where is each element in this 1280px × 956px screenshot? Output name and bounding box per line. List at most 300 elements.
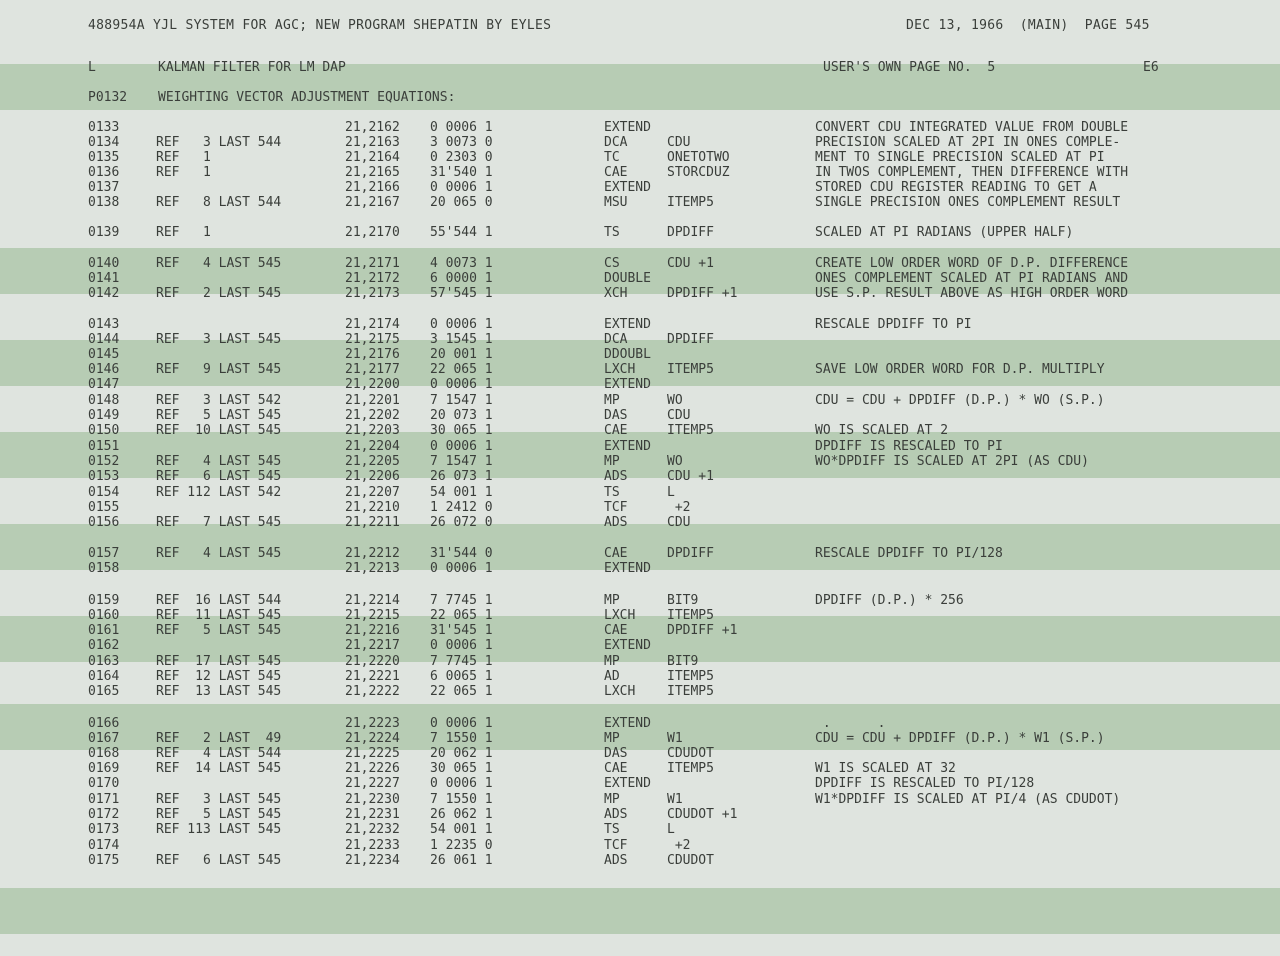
opcode: MP [604, 393, 620, 408]
comment: CDU = CDU + DPDIFF (D.P.) * W1 (S.P.) [815, 731, 1105, 746]
reference: REF 113 LAST 545 [156, 822, 282, 837]
address: 21,2172 [345, 271, 400, 286]
octal-word: 57'545 1 [430, 286, 493, 301]
listing-row [0, 807, 1280, 822]
section-number: P0132 [88, 90, 128, 105]
listing-row [0, 393, 1280, 408]
line-number: 0166 [88, 716, 120, 731]
operand: DPDIFF [667, 332, 714, 347]
line-number: 0134 [88, 135, 120, 150]
operand: WO [667, 393, 683, 408]
reference: REF 3 LAST 545 [156, 792, 282, 807]
line-number: 0165 [88, 684, 120, 699]
listing-row [0, 347, 1280, 362]
page-code: E6 [1143, 60, 1159, 75]
listing-row [0, 180, 1280, 195]
line-number: 0174 [88, 838, 120, 853]
line-number: 0143 [88, 317, 120, 332]
line-number: 0136 [88, 165, 120, 180]
reference: REF 13 LAST 545 [156, 684, 282, 699]
address: 21,2224 [345, 731, 400, 746]
line-number: 0163 [88, 654, 120, 669]
opcode: EXTEND [604, 120, 651, 135]
octal-word: 7 1550 1 [430, 792, 493, 807]
octal-word: 0 0006 1 [430, 638, 493, 653]
octal-word: 0 0006 1 [430, 716, 493, 731]
octal-word: 7 1547 1 [430, 393, 493, 408]
listing-row [0, 838, 1280, 853]
listing-row [0, 500, 1280, 515]
comment: SAVE LOW ORDER WORD FOR D.P. MULTIPLY [815, 362, 1105, 377]
line-number: 0167 [88, 731, 120, 746]
comment: WO*DPDIFF IS SCALED AT 2PI (AS CDU) [815, 454, 1089, 469]
line-number: 0140 [88, 256, 120, 271]
operand: DPDIFF [667, 225, 714, 240]
listing-row [0, 761, 1280, 776]
opcode: TS [604, 225, 620, 240]
address: 21,2227 [345, 776, 400, 791]
opcode: ADS [604, 807, 628, 822]
reference: REF 1 [156, 150, 211, 165]
opcode: TS [604, 822, 620, 837]
reference: REF 11 LAST 545 [156, 608, 282, 623]
user-page-number: USER'S OWN PAGE NO. 5 [823, 60, 996, 75]
opcode: EXTEND [604, 180, 651, 195]
listing-row [0, 593, 1280, 608]
line-number: 0154 [88, 485, 120, 500]
opcode: CAE [604, 623, 628, 638]
reference: REF 6 LAST 545 [156, 853, 282, 868]
reference: REF 16 LAST 544 [156, 593, 282, 608]
operand: DPDIFF +1 [667, 623, 738, 638]
line-number: 0168 [88, 746, 120, 761]
octal-word: 0 0006 1 [430, 561, 493, 576]
opcode: AD [604, 669, 620, 684]
operand: L [667, 822, 675, 837]
reference: REF 5 LAST 545 [156, 807, 282, 822]
comment: DPDIFF (D.P.) * 256 [815, 593, 964, 608]
listing-row [0, 317, 1280, 332]
listing-row [0, 822, 1280, 837]
operand: CDUDOT +1 [667, 807, 738, 822]
line-number: 0147 [88, 377, 120, 392]
operand: L [667, 485, 675, 500]
reference: REF 1 [156, 165, 211, 180]
address: 21,2200 [345, 377, 400, 392]
opcode: EXTEND [604, 638, 651, 653]
opcode: DAS [604, 408, 628, 423]
operand: +2 [667, 500, 691, 515]
listing-row [0, 120, 1280, 135]
address: 21,2222 [345, 684, 400, 699]
octal-word: 7 1547 1 [430, 454, 493, 469]
listing-row [0, 256, 1280, 271]
opcode: LXCH [604, 684, 636, 699]
octal-word: 26 062 1 [430, 807, 493, 822]
section-line [0, 90, 1280, 105]
listing-row [0, 195, 1280, 210]
octal-word: 4 0073 1 [430, 256, 493, 271]
octal-word: 0 0006 1 [430, 317, 493, 332]
listing-row [0, 135, 1280, 150]
address: 21,2204 [345, 439, 400, 454]
address: 21,2171 [345, 256, 400, 271]
listing-row [0, 225, 1280, 240]
reference: REF 5 LAST 545 [156, 408, 282, 423]
opcode: MP [604, 654, 620, 669]
octal-word: 0 2303 0 [430, 150, 493, 165]
opcode: EXTEND [604, 377, 651, 392]
octal-word: 22 065 1 [430, 608, 493, 623]
opcode: LXCH [604, 362, 636, 377]
octal-word: 26 073 1 [430, 469, 493, 484]
opcode: XCH [604, 286, 628, 301]
octal-word: 26 072 0 [430, 515, 493, 530]
opcode: DDOUBL [604, 347, 651, 362]
octal-word: 30 065 1 [430, 761, 493, 776]
address: 21,2223 [345, 716, 400, 731]
opcode: MP [604, 593, 620, 608]
operand: CDU [667, 135, 691, 150]
address: 21,2166 [345, 180, 400, 195]
operand: BIT9 [667, 654, 699, 669]
line-number: 0152 [88, 454, 120, 469]
opcode: TC [604, 150, 620, 165]
line-number: 0173 [88, 822, 120, 837]
operand: WO [667, 454, 683, 469]
operand: ITEMP5 [667, 608, 714, 623]
comment: RESCALE DPDIFF TO PI/128 [815, 546, 1003, 561]
page-header [0, 18, 1280, 33]
opcode: TCF [604, 500, 628, 515]
line-number: 0172 [88, 807, 120, 822]
listing-row [0, 439, 1280, 454]
address: 21,2225 [345, 746, 400, 761]
address: 21,2202 [345, 408, 400, 423]
comment: IN TWOS COMPLEMENT, THEN DIFFERENCE WITH [815, 165, 1129, 180]
reference: REF 4 LAST 545 [156, 546, 282, 561]
line-number: 0137 [88, 180, 120, 195]
operand: +2 [667, 838, 691, 853]
operand: CDUDOT [667, 746, 714, 761]
line-number: 0142 [88, 286, 120, 301]
reference: REF 10 LAST 545 [156, 423, 282, 438]
reference: REF 1 [156, 225, 211, 240]
operand: CDU +1 [667, 469, 714, 484]
comment: STORED CDU REGISTER READING TO GET A [815, 180, 1097, 195]
octal-word: 7 7745 1 [430, 593, 493, 608]
opcode: DOUBLE [604, 271, 651, 286]
address: 21,2234 [345, 853, 400, 868]
reference: REF 8 LAST 544 [156, 195, 282, 210]
reference: REF 4 LAST 544 [156, 746, 282, 761]
address: 21,2230 [345, 792, 400, 807]
octal-word: 55'544 1 [430, 225, 493, 240]
opcode: TS [604, 485, 620, 500]
listing-row [0, 608, 1280, 623]
listing-row [0, 271, 1280, 286]
line-number: 0161 [88, 623, 120, 638]
address: 21,2231 [345, 807, 400, 822]
listing-row [0, 684, 1280, 699]
line-number: 0135 [88, 150, 120, 165]
line-number: 0138 [88, 195, 120, 210]
listing-row [0, 716, 1280, 731]
listing-row [0, 654, 1280, 669]
line-number: 0156 [88, 515, 120, 530]
line-number: 0171 [88, 792, 120, 807]
operand: W1 [667, 792, 683, 807]
line-number: 0148 [88, 393, 120, 408]
address: 21,2211 [345, 515, 400, 530]
reference: REF 3 LAST 542 [156, 393, 282, 408]
operand: CDU [667, 515, 691, 530]
line-number: 0155 [88, 500, 120, 515]
line-number: 0139 [88, 225, 120, 240]
reference: REF 2 LAST 49 [156, 731, 282, 746]
operand: ITEMP5 [667, 669, 714, 684]
line-number: 0175 [88, 853, 120, 868]
listing-row [0, 150, 1280, 165]
line-number: 0141 [88, 271, 120, 286]
opcode: ADS [604, 469, 628, 484]
operand: DPDIFF +1 [667, 286, 738, 301]
address: 21,2233 [345, 838, 400, 853]
address: 21,2205 [345, 454, 400, 469]
octal-word: 0 0006 1 [430, 776, 493, 791]
listing-row [0, 853, 1280, 868]
opcode: EXTEND [604, 317, 651, 332]
listing-row [0, 515, 1280, 530]
comment: WO IS SCALED AT 2 [815, 423, 949, 438]
operand: ITEMP5 [667, 684, 714, 699]
opcode: TCF [604, 838, 628, 853]
line-number: 0159 [88, 593, 120, 608]
operand: W1 [667, 731, 683, 746]
listing-row [0, 731, 1280, 746]
address: 21,2232 [345, 822, 400, 837]
opcode: DAS [604, 746, 628, 761]
line-number: 0157 [88, 546, 120, 561]
line-number: 0146 [88, 362, 120, 377]
address: 21,2170 [345, 225, 400, 240]
comment: W1*DPDIFF IS SCALED AT PI/4 (AS CDUDOT) [815, 792, 1121, 807]
address: 21,2216 [345, 623, 400, 638]
opcode: DCA [604, 332, 628, 347]
listing-row [0, 485, 1280, 500]
address: 21,2215 [345, 608, 400, 623]
opcode: EXTEND [604, 716, 651, 731]
listing-row [0, 669, 1280, 684]
comment: PRECISION SCALED AT 2PI IN ONES COMPLE- [815, 135, 1121, 150]
address: 21,2176 [345, 347, 400, 362]
operand: CDU +1 [667, 256, 714, 271]
octal-word: 1 2412 0 [430, 500, 493, 515]
opcode: CAE [604, 761, 628, 776]
reference: REF 5 LAST 545 [156, 623, 282, 638]
octal-word: 31'544 0 [430, 546, 493, 561]
operand: DPDIFF [667, 546, 714, 561]
octal-word: 54 001 1 [430, 822, 493, 837]
address: 21,2163 [345, 135, 400, 150]
operand: CDU [667, 408, 691, 423]
opcode: CAE [604, 546, 628, 561]
comment: W1 IS SCALED AT 32 [815, 761, 956, 776]
listing-row [0, 454, 1280, 469]
address: 21,2214 [345, 593, 400, 608]
octal-word: 6 0000 1 [430, 271, 493, 286]
reference: REF 9 LAST 545 [156, 362, 282, 377]
address: 21,2203 [345, 423, 400, 438]
opcode: EXTEND [604, 439, 651, 454]
octal-word: 0 0006 1 [430, 120, 493, 135]
address: 21,2220 [345, 654, 400, 669]
reference: REF 3 LAST 544 [156, 135, 282, 150]
line-number: 0133 [88, 120, 120, 135]
octal-word: 26 061 1 [430, 853, 493, 868]
octal-word: 20 065 0 [430, 195, 493, 210]
line-number: 0158 [88, 561, 120, 576]
listing-row [0, 776, 1280, 791]
octal-word: 22 065 1 [430, 684, 493, 699]
title-line [0, 60, 1280, 75]
opcode: MSU [604, 195, 628, 210]
address: 21,2165 [345, 165, 400, 180]
listing-row [0, 332, 1280, 347]
opcode: MP [604, 731, 620, 746]
octal-word: 54 001 1 [430, 485, 493, 500]
octal-word: 30 065 1 [430, 423, 493, 438]
opcode: EXTEND [604, 561, 651, 576]
reference: REF 17 LAST 545 [156, 654, 282, 669]
address: 21,2175 [345, 332, 400, 347]
octal-word: 3 0073 0 [430, 135, 493, 150]
listing-row [0, 408, 1280, 423]
line-number: 0145 [88, 347, 120, 362]
octal-word: 0 0006 1 [430, 439, 493, 454]
reference: REF 7 LAST 545 [156, 515, 282, 530]
opcode: ADS [604, 853, 628, 868]
listing-row [0, 623, 1280, 638]
operand: ITEMP5 [667, 423, 714, 438]
operand: ONETOTWO [667, 150, 730, 165]
octal-word: 20 001 1 [430, 347, 493, 362]
line-number: 0150 [88, 423, 120, 438]
opcode: EXTEND [604, 776, 651, 791]
listing-row [0, 792, 1280, 807]
listing-row [0, 546, 1280, 561]
operand: CDUDOT [667, 853, 714, 868]
address: 21,2210 [345, 500, 400, 515]
reference: REF 6 LAST 545 [156, 469, 282, 484]
listing-row [0, 746, 1280, 761]
comment: SCALED AT PI RADIANS (UPPER HALF) [815, 225, 1074, 240]
listing-row [0, 165, 1280, 180]
listing-row [0, 423, 1280, 438]
reference: REF 4 LAST 545 [156, 256, 282, 271]
line-number: 0151 [88, 439, 120, 454]
address: 21,2221 [345, 669, 400, 684]
address: 21,2217 [345, 638, 400, 653]
address: 21,2226 [345, 761, 400, 776]
opcode: CAE [604, 165, 628, 180]
opcode: ADS [604, 515, 628, 530]
comment: RESCALE DPDIFF TO PI [815, 317, 972, 332]
operand: ITEMP5 [667, 195, 714, 210]
address: 21,2174 [345, 317, 400, 332]
opcode: CAE [604, 423, 628, 438]
opcode: DCA [604, 135, 628, 150]
header-left: 488954A YJL SYSTEM FOR AGC; NEW PROGRAM SHEPATIN BY EYLES [88, 18, 552, 33]
address: 21,2201 [345, 393, 400, 408]
line-number: 0169 [88, 761, 120, 776]
title-marker: L [88, 60, 96, 75]
octal-word: 20 062 1 [430, 746, 493, 761]
address: 21,2177 [345, 362, 400, 377]
reference: REF 4 LAST 545 [156, 454, 282, 469]
opcode: MP [604, 792, 620, 807]
octal-word: 0 0006 1 [430, 377, 493, 392]
reference: REF 3 LAST 545 [156, 332, 282, 347]
comment: CDU = CDU + DPDIFF (D.P.) * WO (S.P.) [815, 393, 1105, 408]
listing-row [0, 561, 1280, 576]
octal-word: 20 073 1 [430, 408, 493, 423]
reference: REF 2 LAST 545 [156, 286, 282, 301]
octal-word: 7 1550 1 [430, 731, 493, 746]
comment: ONES COMPLEMENT SCALED AT PI RADIANS AND [815, 271, 1129, 286]
octal-word: 7 7745 1 [430, 654, 493, 669]
comment: CONVERT CDU INTEGRATED VALUE FROM DOUBLE [815, 120, 1129, 135]
operand: ITEMP5 [667, 362, 714, 377]
operand: ITEMP5 [667, 761, 714, 776]
octal-word: 31'545 1 [430, 623, 493, 638]
line-number: 0149 [88, 408, 120, 423]
address: 21,2173 [345, 286, 400, 301]
reference: REF 12 LAST 545 [156, 669, 282, 684]
line-number: 0144 [88, 332, 120, 347]
listing-title: KALMAN FILTER FOR LM DAP [158, 60, 346, 75]
line-number: 0160 [88, 608, 120, 623]
header-right: DEC 13, 1966 (MAIN) PAGE 545 [906, 18, 1150, 33]
address: 21,2206 [345, 469, 400, 484]
address: 21,2207 [345, 485, 400, 500]
section-heading: WEIGHTING VECTOR ADJUSTMENT EQUATIONS: [158, 90, 456, 105]
comment: MENT TO SINGLE PRECISION SCALED AT PI [815, 150, 1105, 165]
comment: CREATE LOW ORDER WORD OF D.P. DIFFERENCE [815, 256, 1129, 271]
line-number: 0170 [88, 776, 120, 791]
opcode: LXCH [604, 608, 636, 623]
operand: STORCDUZ [667, 165, 730, 180]
octal-word: 3 1545 1 [430, 332, 493, 347]
comment: USE S.P. RESULT ABOVE AS HIGH ORDER WORD [815, 286, 1129, 301]
address: 21,2212 [345, 546, 400, 561]
comment: DPDIFF IS RESCALED TO PI/128 [815, 776, 1035, 791]
reference: REF 112 LAST 542 [156, 485, 282, 500]
address: 21,2213 [345, 561, 400, 576]
opcode: CS [604, 256, 620, 271]
comment: . . [815, 716, 886, 731]
listing-row [0, 469, 1280, 484]
line-number: 0153 [88, 469, 120, 484]
address: 21,2167 [345, 195, 400, 210]
octal-word: 0 0006 1 [430, 180, 493, 195]
listing-row [0, 638, 1280, 653]
comment: DPDIFF IS RESCALED TO PI [815, 439, 1003, 454]
line-number: 0162 [88, 638, 120, 653]
listing-row [0, 362, 1280, 377]
octal-word: 22 065 1 [430, 362, 493, 377]
line-number: 0164 [88, 669, 120, 684]
